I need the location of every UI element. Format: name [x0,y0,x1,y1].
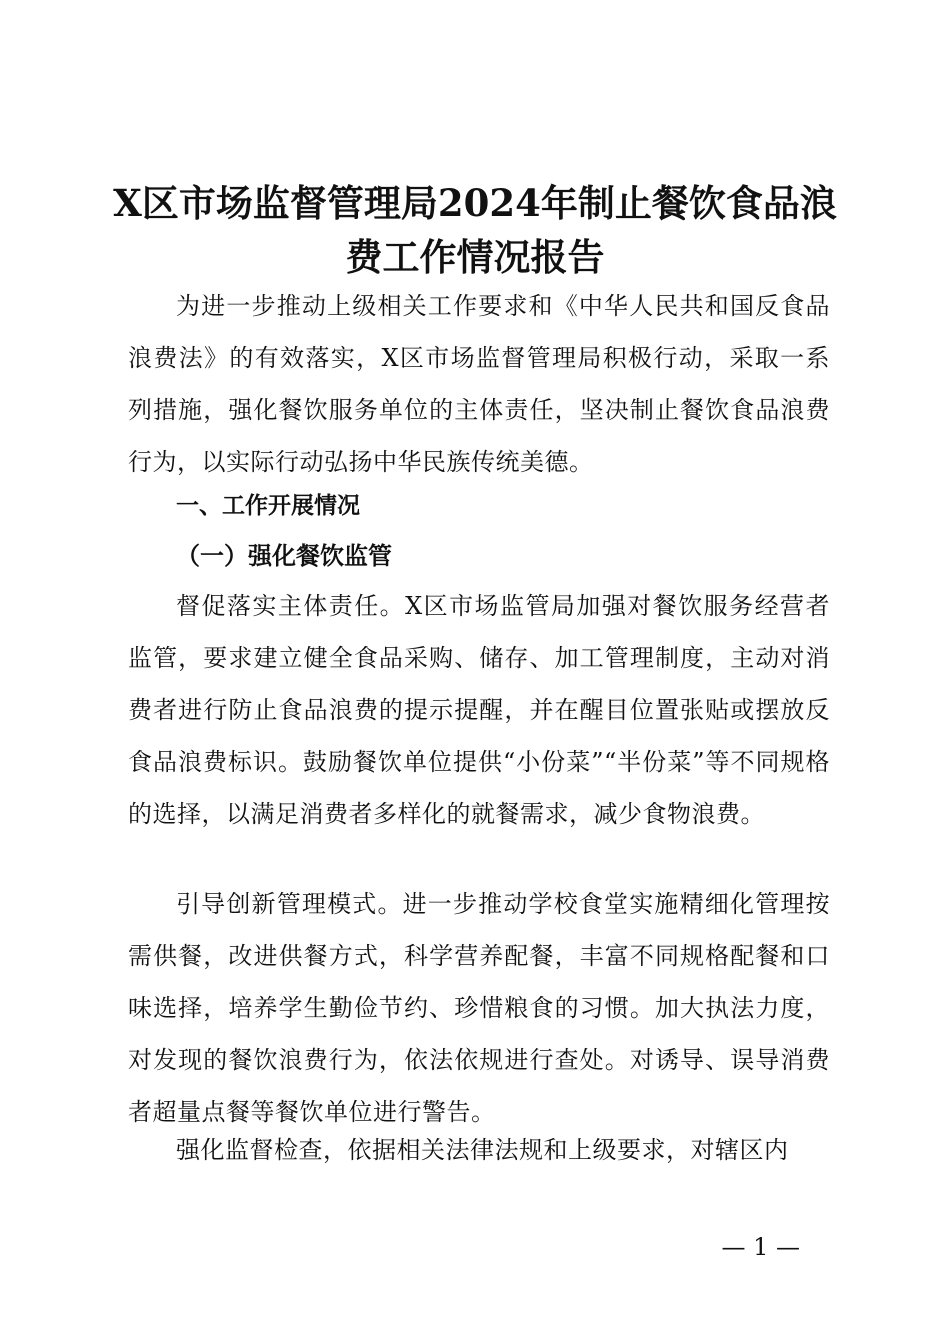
section-heading-work-progress: 一、工作开展情况 [176,493,360,519]
page-number: — 1 — [721,1233,800,1261]
paragraph-management-innovation: 引导创新管理模式。进一步推动学校食堂实施精细化管理按需供餐，改进供餐方式，科学营养配餐，丰富不同规格配餐和口味选择，培养学生勤俭节约、珍惜粮食的习惯。加大执法力度，对发现的餐饮浪费行为，依法依规进行查处。对诱导、误导消费者超量点餐等餐饮单位进行警告。 [128,890,830,1126]
subsection-heading-catering-supervision: （一）强化餐饮监管 [176,541,392,570]
intro-paragraph: 为进一步推动上级相关工作要求和《中华人民共和国反食品浪费法》的有效落实，X区市场监督管理局积极行动，采取一系列措施，强化餐饮服务单位的主体责任，坚决制止餐饮食品浪费行为，以实际行动弘扬中华民族传统美德。 [128,292,830,476]
paragraph-main-responsibility: 督促落实主体责任。X区市场监管局加强对餐饮服务经营者监管，要求建立健全食品采购、储存、加工管理制度，主动对消费者进行防止食品浪费的提示提醒，并在醒目位置张贴或摆放反食品浪费标识。鼓励餐饮单位提供“小份菜”“半份菜”等不同规格的选择，以满足消费者多样化的就餐需求，减少食物浪费。 [128,592,830,828]
paragraph-inspection: 强化监督检查，依据相关法律法规和上级要求，对辖区内 [176,1136,789,1164]
document-title: X区市场监督管理局2024年制止餐饮食品浪费工作情况报告 [113,181,837,279]
